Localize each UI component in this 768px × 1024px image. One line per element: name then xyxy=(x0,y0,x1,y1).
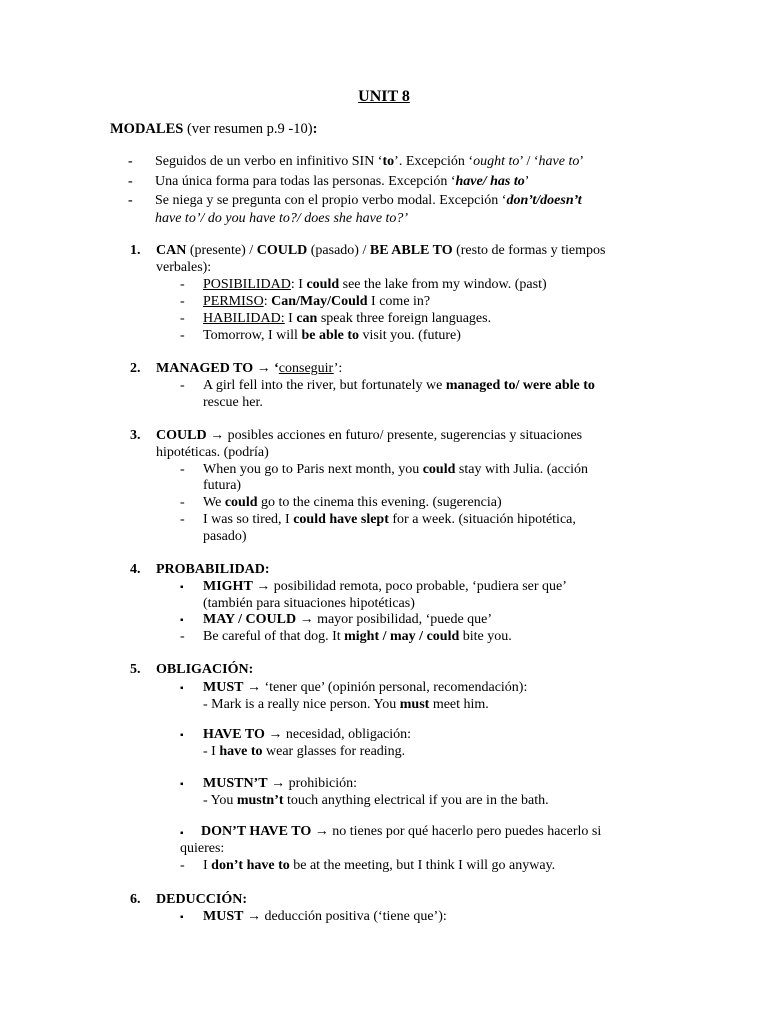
dash-marker: - xyxy=(180,378,185,393)
text: → ‘ xyxy=(253,361,279,376)
intro-line-2 xyxy=(155,173,529,190)
text: I xyxy=(284,311,297,326)
dash-marker: - xyxy=(180,462,185,477)
text: Tomorrow, I will xyxy=(203,328,302,343)
could-line-2: hipotéticas. (podría) xyxy=(156,445,269,460)
might-line xyxy=(203,578,567,595)
text: MANAGED TO xyxy=(156,361,254,376)
dash-marker: - xyxy=(180,328,185,343)
text: HAVE TO xyxy=(203,727,265,742)
bullet-marker: ▪ xyxy=(180,730,184,741)
text: HABILIDAD: xyxy=(203,311,285,326)
must-example xyxy=(203,696,489,713)
mustnt-line xyxy=(203,775,357,792)
text: : xyxy=(263,294,272,309)
item-number: 2. xyxy=(130,361,141,376)
section-heading xyxy=(110,121,317,138)
text: have to xyxy=(219,744,263,759)
text: → ‘tener que’ (opinión personal, recomendación): xyxy=(243,680,528,695)
text: ’: xyxy=(333,361,343,376)
text: touch anything electrical if you are in the bath. xyxy=(283,793,549,808)
text: could xyxy=(224,495,258,510)
bullet-marker: ▪ xyxy=(180,912,184,923)
text: MUSTN’T xyxy=(203,776,268,791)
text: be at the meeting, but I think I will go anyway. xyxy=(289,858,556,873)
text: COULD xyxy=(156,428,207,443)
text: When you go to Paris next month, you xyxy=(203,462,423,477)
text: Seguidos de un verbo en infinitivo SIN ‘ xyxy=(155,154,383,169)
can-item xyxy=(203,327,461,344)
text: stay with Julia. (acción xyxy=(455,462,588,477)
text: managed to/ were able to xyxy=(445,378,595,393)
text: go to the cinema this evening. (sugerencia) xyxy=(257,495,502,510)
bullet-marker: ▪ xyxy=(180,779,184,790)
text: mustn’t xyxy=(236,793,284,808)
managed-item-2: rescue her. xyxy=(203,395,263,410)
item-number: 6. xyxy=(130,892,141,907)
dash-marker: - xyxy=(128,154,133,169)
can-item xyxy=(203,310,491,327)
deduccion-heading: DEDUCCIÓN: xyxy=(156,892,247,907)
text: speak three foreign languages. xyxy=(317,311,492,326)
text: POSIBILIDAD xyxy=(203,277,291,292)
text: MUST xyxy=(203,909,244,924)
could-item xyxy=(203,461,588,478)
text: for a week. (situación hipotética, xyxy=(388,512,576,527)
could-item xyxy=(203,494,502,511)
obligacion-heading: OBLIGACIÓN: xyxy=(156,662,254,677)
text: I come in? xyxy=(367,294,431,309)
dont-have-to-example xyxy=(203,857,555,874)
may-line xyxy=(203,611,492,628)
text: wear glasses for reading. xyxy=(262,744,406,759)
text: visit you. (future) xyxy=(359,328,461,343)
dash-marker: - xyxy=(180,629,185,644)
text: don’t have to xyxy=(211,858,290,873)
dash-marker: - xyxy=(128,174,133,189)
text: I was so tired, I xyxy=(203,512,294,527)
managed-line xyxy=(156,360,342,377)
text: Can/May/Could xyxy=(271,294,368,309)
item-number: 3. xyxy=(130,428,141,443)
text: COULD xyxy=(256,243,308,258)
dont-have-to-line-2: quieres: xyxy=(180,841,225,856)
text: meet him. xyxy=(429,697,489,712)
text: → deducción positiva (‘tiene que’): xyxy=(243,909,447,924)
could-item-cont: futura) xyxy=(203,478,242,493)
managed-item xyxy=(203,377,595,394)
text: ’ xyxy=(524,174,530,189)
text: CAN xyxy=(156,243,187,258)
have-to-example xyxy=(203,743,405,760)
text: - Mark is a really nice person. You xyxy=(203,697,400,712)
text: → posibles acciones en futuro/ presente, sugerencias y situaciones xyxy=(206,428,583,443)
text: → prohibición: xyxy=(267,776,357,791)
dash-marker: - xyxy=(128,193,133,208)
text: I xyxy=(203,858,212,873)
could-item xyxy=(203,511,576,528)
probabilidad-example xyxy=(203,628,512,645)
text: MUST xyxy=(203,680,244,695)
could-item-cont: pasado) xyxy=(203,529,247,544)
bullet-marker: ▪ xyxy=(180,683,184,694)
deduccion-must-line xyxy=(203,908,447,925)
text: We xyxy=(203,495,225,510)
have-to-line xyxy=(203,726,411,743)
bullet-marker: ▪ xyxy=(180,582,184,593)
text: Una única forma para todas las personas. Excepción ‘ xyxy=(155,174,456,189)
text: can xyxy=(296,311,318,326)
text: : I xyxy=(290,277,307,292)
text: might / may / could xyxy=(344,629,460,644)
must-line xyxy=(203,679,527,696)
heading-rest: (ver resumen p.9 -10) xyxy=(183,121,313,137)
text: BE ABLE TO xyxy=(369,243,453,258)
item-number: 4. xyxy=(130,562,141,577)
text: - I xyxy=(203,744,220,759)
can-line xyxy=(156,242,605,259)
text: Se niega y se pregunta con el propio verbo modal. Excepción ‘ xyxy=(155,193,507,208)
text: conseguir xyxy=(278,361,334,376)
dash-marker: - xyxy=(180,311,185,326)
text: DON’T HAVE TO xyxy=(201,824,312,839)
text: PERMISO xyxy=(203,294,264,309)
dash-marker: - xyxy=(180,858,185,873)
dash-marker: - xyxy=(180,277,185,292)
text: could have slept xyxy=(293,512,389,527)
text: → necesidad, obligación: xyxy=(264,727,412,742)
text: → no tienes por qué hacerlo pero puedes hacerlo si xyxy=(311,824,602,839)
item-number: 5. xyxy=(130,662,141,677)
text: → mayor posibilidad, ‘puede que’ xyxy=(296,612,493,627)
can-line-2: verbales): xyxy=(156,260,212,275)
bullet-marker: ▪ xyxy=(180,828,184,839)
text: Be careful of that dog. It xyxy=(203,629,345,644)
text: ought to xyxy=(473,154,520,169)
mustnt-example xyxy=(203,792,549,809)
text: have/ has to xyxy=(455,174,525,189)
heading-bold: MODALES xyxy=(110,121,184,137)
text: (pasado) / xyxy=(307,243,370,258)
might-line-2: (también para situaciones hipotéticas) xyxy=(203,596,415,611)
text: ’ / ‘ xyxy=(519,154,539,169)
bullet-marker: ▪ xyxy=(180,615,184,626)
dash-marker: - xyxy=(180,512,185,527)
intro-line-1 xyxy=(155,153,584,170)
intro-line-3b: have to’/ do you have to?/ does she have to?’ xyxy=(155,211,409,226)
dont-have-to-line xyxy=(201,823,601,840)
text: MAY / COULD xyxy=(203,612,297,627)
dash-marker: - xyxy=(180,495,185,510)
intro-line-3 xyxy=(155,192,582,209)
could-line xyxy=(156,427,582,444)
text: A girl fell into the river, but fortunately we xyxy=(203,378,446,393)
can-item xyxy=(203,276,547,293)
text: don’t/doesn’t xyxy=(506,193,582,208)
text: see the lake from my window. (past) xyxy=(339,277,547,292)
item-number: 1. xyxy=(130,243,141,258)
heading-colon: : xyxy=(312,121,318,137)
text: (presente) / xyxy=(186,243,257,258)
text: have to xyxy=(538,154,580,169)
text: MIGHT xyxy=(203,579,253,594)
page-title: UNIT 8 xyxy=(358,88,410,105)
text: bite you. xyxy=(459,629,512,644)
text: could xyxy=(306,277,340,292)
dash-marker: - xyxy=(180,294,185,309)
probabilidad-heading: PROBABILIDAD: xyxy=(156,562,270,577)
text: ’. Excepción ‘ xyxy=(394,154,474,169)
text: → posibilidad remota, poco probable, ‘pudiera ser que’ xyxy=(252,579,567,594)
text: could xyxy=(422,462,456,477)
can-item xyxy=(203,293,430,310)
text: - You xyxy=(203,793,237,808)
text: (resto de formas y tiempos xyxy=(452,243,606,258)
text: must xyxy=(399,697,430,712)
text: to xyxy=(382,154,395,169)
text: be able to xyxy=(301,328,359,343)
text: ’ xyxy=(579,154,585,169)
